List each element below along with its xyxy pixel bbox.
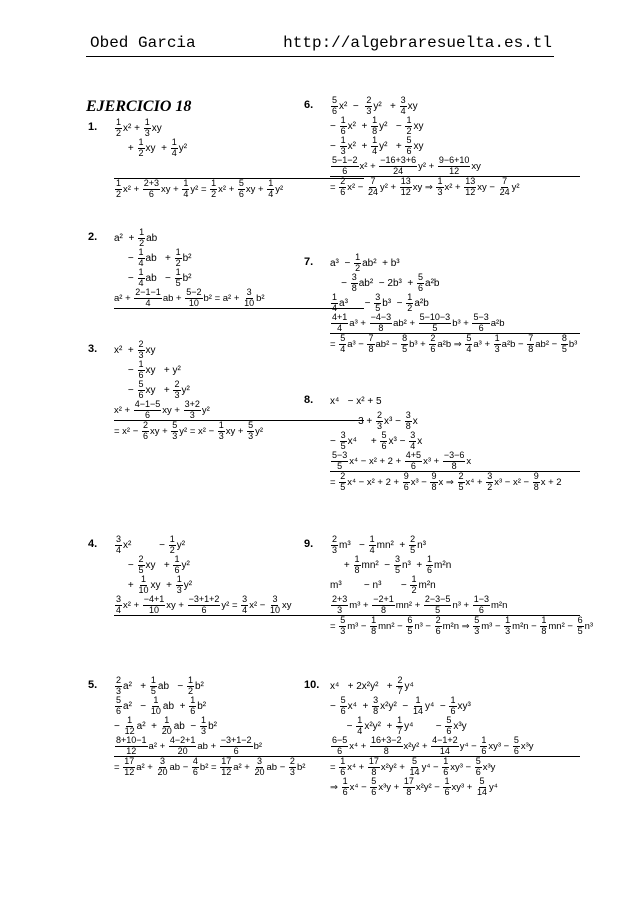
fraction: $\frac{1}{2}$: [407, 292, 413, 313]
result-line: = $\frac{5}{3}$ m³ − $\frac{1}{8}$ mn² − $\frac{6}{5}$ n³ − $\frac{2}{6}$ m²n ⇒ $\frac{5}{3}$ m³ − $\frac{1}{3}$ m²n − $\frac{1}{8}$ mn² − $\frac{6}{5}$ n³: [330, 615, 594, 636]
result-line: a² + $\frac{2-1-1}{4}$ ab + $\frac{5-2}{10}$ b² = a² + $\frac{3}{10}$ b²: [114, 288, 364, 309]
fraction: $\frac{3}{5}$: [375, 292, 381, 313]
term-row: x⁴ + 2x²y² + $\frac{2}{7}$ y⁴: [330, 675, 414, 696]
fraction: $\frac{6}{5}$: [577, 615, 583, 636]
fraction: $\frac{1}{3}$: [494, 333, 500, 354]
result-line: $\frac{2+3}{3}$ m³ + $\frac{-2+1}{8}$ mn² + $\frac{2-3-5}{5}$ n³ + $\frac{1-3}{6}$ m²n: [330, 595, 580, 616]
result-line: $\frac{1}{2}$ x² + $\frac{2+3}{6}$ xy + $\frac{1}{4}$ y² = $\frac{1}{2}$ x² + $\frac{5}{6}$ xy + $\frac{1}{4}$ y²: [116, 178, 284, 199]
fraction: $\frac{1}{5}$: [175, 267, 181, 288]
fraction: $\frac{5}{6}$: [238, 178, 244, 199]
fraction: $\frac{5-2}{10}$: [186, 287, 202, 308]
fraction: $\frac{17}{8}$: [368, 756, 379, 777]
fraction: $\frac{8}{5}$: [561, 333, 567, 354]
fraction: $\frac{1}{4}$: [138, 267, 144, 288]
fraction: $\frac{5}{14}$: [409, 756, 420, 777]
fraction: $\frac{1}{4}$: [332, 292, 338, 313]
fraction: $\frac{5}{6}$: [381, 430, 387, 451]
exercise-number: 10.: [304, 679, 320, 691]
fraction: $\frac{1}{10}$: [150, 695, 161, 716]
fraction: $\frac{4-2+1}{20}$: [169, 735, 196, 756]
fraction: $\frac{5}{6}$: [513, 735, 519, 756]
fraction: $\frac{1}{12}$: [124, 715, 135, 736]
fraction: $\frac{1}{3}$: [201, 715, 207, 736]
fraction: $\frac{2}{6}$: [435, 615, 441, 636]
fraction: $\frac{1}{6}$: [174, 554, 180, 575]
fraction: $\frac{3}{4}$: [242, 594, 248, 615]
fraction: $\frac{3}{8}$: [373, 695, 379, 716]
term-row: + $\frac{1}{2}$ xy + $\frac{1}{4}$ y²: [114, 137, 188, 158]
fraction: $\frac{1}{2}$: [211, 178, 217, 199]
fraction: $\frac{1}{2}$: [175, 247, 181, 268]
fraction: $\frac{-3+1+2}{6}$: [188, 594, 220, 615]
fraction: $\frac{1}{4}$: [372, 135, 378, 156]
term-row: m³ − n³ − $\frac{1}{2}$ m²n: [330, 574, 436, 595]
term-row: − $\frac{1}{12}$ a² + $\frac{1}{20}$ ab − $\frac{1}{3}$ b²: [114, 715, 217, 736]
fraction: $\frac{2}{5}$: [458, 471, 464, 492]
fraction: $\frac{1}{3}$: [176, 574, 182, 595]
fraction: $\frac{2}{3}$: [377, 410, 383, 431]
term-row: a³ − $\frac{1}{2}$ ab² + b³: [330, 252, 400, 273]
fraction: $\frac{9-6+10}{12}$: [438, 155, 470, 176]
exercise-number: 6.: [304, 99, 314, 111]
term-row: $\frac{5}{6}$ x² − $\frac{2}{3}$ y² + $\frac{3}{4}$ xy: [332, 95, 418, 116]
result-line: = $\frac{2}{5}$ x⁴ − x² + 2 + $\frac{9}{6}$ x³ − $\frac{9}{8}$ x ⇒ $\frac{2}{5}$ x⁴ + $\frac{3}{2}$ x³ − x² − $\frac{9}{8}$ x + 2: [330, 471, 562, 492]
fraction: $\frac{5}{6}$: [332, 95, 338, 116]
term-row: − $\frac{1}{4}$ x²y² + $\frac{1}{7}$ y⁴ − $\frac{5}{6}$ x³y: [330, 715, 467, 736]
term-row: x⁴ − x² + 5: [330, 395, 382, 407]
fraction: $\frac{2}{6}$: [142, 420, 148, 441]
fraction: $\frac{1}{2}$: [139, 227, 145, 248]
fraction: $\frac{1}{3}$: [218, 420, 224, 441]
exercise-number: 3.: [88, 343, 98, 355]
fraction: $\frac{8+10-1}{12}$: [116, 735, 147, 756]
fraction: $\frac{-4+1}{10}$: [143, 594, 165, 615]
result-line: $\frac{5-1-2}{6}$ x² + $\frac{-16+3+6}{24}$ y² + $\frac{9-6+10}{12}$ xy: [330, 156, 580, 177]
fraction: $\frac{2}{7}$: [397, 675, 403, 696]
exercise-7: [304, 252, 580, 354]
fraction: $\frac{1}{6}$: [340, 115, 346, 136]
term-row: $\frac{1}{4}$ a³ − $\frac{3}{5}$ b³ − $\frac{1}{2}$ a²b: [332, 292, 429, 313]
result-line: = $\frac{17}{12}$ a² + $\frac{3}{20}$ ab − $\frac{4}{6}$ b² = $\frac{17}{12}$ a² + $\frac{3}{20}$ ab − $\frac{2}{3}$ b²: [114, 756, 306, 777]
fraction: $\frac{5}{6}$: [116, 695, 122, 716]
fraction: $\frac{1}{2}$: [411, 574, 417, 595]
term-row: − $\frac{1}{3}$ x² + $\frac{1}{4}$ y² + $\frac{5}{6}$ xy: [330, 135, 424, 156]
result-line: $\frac{6-5}{6}$ x⁴ + $\frac{16+3-2}{8}$ x²y² + $\frac{4-1+2}{14}$ y⁴ − $\frac{1}{6}$ xy³ − $\frac{5}{6}$ x³y: [330, 736, 580, 757]
fraction: $\frac{3}{4}$: [116, 594, 122, 615]
fraction: $\frac{5}{14}$: [477, 776, 488, 797]
result-line: = $\frac{5}{4}$ a³ − $\frac{7}{8}$ ab² − $\frac{8}{5}$ b³ + $\frac{2}{6}$ a²b ⇒ $\frac{5}{4}$ a³ + $\frac{1}{3}$ a²b − $\frac{7}{8}$ ab² − $\frac{8}{5}$ b³: [330, 333, 578, 354]
exercise-1: [88, 115, 364, 199]
exercise-number: 5.: [88, 679, 98, 691]
fraction: $\frac{7}{24}$: [367, 176, 378, 197]
fraction: $\frac{7}{8}$: [528, 333, 534, 354]
exercise-title: EJERCICIO 18: [86, 98, 192, 115]
fraction: $\frac{1}{2}$: [406, 115, 412, 136]
fraction: $\frac{1}{8}$: [371, 615, 377, 636]
fraction: $\frac{3}{8}$: [351, 272, 357, 293]
term-row: − $\frac{1}{6}$ x² + $\frac{1}{8}$ y² − $\frac{1}{2}$ xy: [330, 115, 424, 136]
term-row: $\frac{2}{3}$ m³ − $\frac{1}{4}$ mn² + $\frac{2}{5}$ n³: [332, 534, 426, 555]
fraction: $\frac{1}{3}$: [437, 176, 443, 197]
fraction: $\frac{1}{8}$: [372, 115, 378, 136]
exercise-number: 9.: [304, 538, 314, 550]
exercise-number: 8.: [304, 394, 314, 406]
fraction: $\frac{1}{3}$: [505, 615, 511, 636]
fraction: $\frac{1}{4}$: [357, 715, 363, 736]
fraction: $\frac{1}{2}$: [355, 252, 361, 273]
fraction: $\frac{1}{6}$: [450, 695, 456, 716]
fraction: $\frac{1}{2}$: [138, 137, 144, 158]
fraction: $\frac{1}{10}$: [138, 574, 149, 595]
term-row: $\frac{2}{3}$ a² + $\frac{1}{5}$ ab − $\frac{1}{2}$ b²: [116, 675, 204, 696]
fraction: $\frac{1}{6}$: [444, 776, 450, 797]
fraction: $\frac{5-3}{5}$: [332, 450, 348, 471]
term-row: − $\frac{5}{6}$ x⁴ + $\frac{3}{8}$ x²y² − $\frac{1}{14}$ y⁴ − $\frac{1}{6}$ xy³: [330, 695, 471, 716]
result-line: $\frac{4+1}{4}$ a³ + $\frac{-4-3}{8}$ ab² + $\frac{5-10-3}{5}$ b³ + $\frac{5-3}{6}$ a²b: [330, 313, 580, 334]
fraction: $\frac{1}{2}$: [116, 117, 122, 138]
fraction: $\frac{7}{8}$: [368, 333, 374, 354]
fraction: $\frac{4}{6}$: [192, 756, 198, 777]
fraction: $\frac{17}{12}$: [124, 756, 135, 777]
fraction: $\frac{1}{6}$: [340, 756, 346, 777]
result-line: $\frac{5-3}{5}$ x⁴ − x² + 2 + $\frac{4+5}{6}$ x³ + $\frac{-3-6}{8}$ x: [330, 451, 580, 472]
author-name: Obed Garcia: [90, 34, 196, 52]
fraction: $\frac{1}{4}$: [369, 534, 375, 555]
term-row: $\frac{3}{4}$ x² − $\frac{1}{2}$ y²: [116, 534, 186, 555]
term-row: + $\frac{1}{10}$ xy + $\frac{1}{3}$ y²: [114, 574, 193, 595]
fraction: $\frac{5}{6}$: [446, 715, 452, 736]
fraction: $\frac{2}{3}$: [116, 675, 122, 696]
result-line: $\frac{8+10-1}{12}$ a² + $\frac{4-2+1}{20}$ ab + $\frac{-3+1-2}{6}$ b²: [114, 736, 364, 757]
fraction: $\frac{3}{10}$: [244, 287, 255, 308]
fraction: $\frac{2}{3}$: [289, 756, 295, 777]
fraction: $\frac{5}{6}$: [138, 379, 144, 400]
fraction: $\frac{2}{5}$: [340, 471, 346, 492]
fraction: $\frac{2}{3}$: [332, 534, 338, 555]
fraction: $\frac{5}{6}$: [340, 695, 346, 716]
fraction: $\frac{1}{8}$: [541, 615, 547, 636]
fraction: $\frac{2-3-5}{5}$: [424, 594, 451, 615]
fraction: $\frac{-4-3}{8}$: [370, 312, 392, 333]
term-row: − $\frac{1}{6}$ xy + y²: [114, 359, 181, 380]
fraction: $\frac{3}{8}$: [405, 410, 411, 431]
fraction: $\frac{9}{6}$: [403, 471, 409, 492]
fraction: $\frac{6}{5}$: [407, 615, 413, 636]
fraction: $\frac{1}{4}$: [183, 178, 189, 199]
fraction: $\frac{2+3}{6}$: [143, 178, 160, 199]
fraction: $\frac{3+2}{3}$: [184, 399, 200, 420]
fraction: $\frac{1}{3}$: [144, 117, 150, 138]
exercise-number: 4.: [88, 538, 98, 550]
fraction: $\frac{1}{8}$: [354, 554, 360, 575]
fraction: $\frac{3}{20}$: [254, 756, 265, 777]
fraction: $\frac{-3-6}{8}$: [443, 450, 465, 471]
fraction: $\frac{5}{3}$: [474, 615, 480, 636]
fraction: $\frac{9}{8}$: [431, 471, 437, 492]
fraction: $\frac{1}{2}$: [169, 534, 175, 555]
result-line: $\frac{3}{4}$ x² + $\frac{-4+1}{10}$ xy + $\frac{-3+1+2}{6}$ y² = $\frac{3}{4}$ x² − $\frac{3}{10}$ xy: [114, 595, 364, 616]
fraction: $\frac{2}{3}$: [366, 95, 372, 116]
term-row: a² + $\frac{1}{2}$ ab: [114, 227, 158, 248]
fraction: $\frac{17}{8}$: [403, 776, 414, 797]
exercise-3: [88, 339, 364, 441]
fraction: $\frac{1}{6}$: [342, 776, 348, 797]
exercise-9: [304, 534, 594, 636]
term-row: − $\frac{1}{4}$ ab − $\frac{1}{5}$ b²: [114, 267, 192, 288]
fraction: $\frac{1}{6}$: [138, 359, 144, 380]
term-row: $\frac{1}{2}$ x² + $\frac{1}{3}$ xy: [116, 117, 162, 138]
exercise-number: 7.: [304, 256, 314, 268]
fraction: $\frac{3}{4}$: [116, 534, 122, 555]
fraction: $\frac{-2+1}{8}$: [373, 594, 394, 615]
fraction: $\frac{1}{4}$: [138, 247, 144, 268]
result-line: = $\frac{2}{6}$ x² − $\frac{7}{24}$ y² + $\frac{13}{12}$ xy ⇒ $\frac{1}{3}$ x² + $\frac{13}{12}$ xy − $\frac{7}{24}$ y²: [330, 176, 520, 197]
term-row: + $\frac{1}{8}$ mn² − $\frac{3}{5}$ n³ + $\frac{1}{6}$ m²n: [330, 554, 452, 575]
exercise-5: [88, 675, 364, 777]
fraction: $\frac{5}{4}$: [340, 333, 346, 354]
result-line: = $\frac{1}{6}$ x⁴ + $\frac{17}{8}$ x²y² + $\frac{5}{14}$ y⁴ − $\frac{1}{6}$ xy³ − $\frac{5}{6}$ x³y: [330, 756, 496, 777]
fraction: $\frac{5}{6}$: [475, 756, 481, 777]
fraction: $\frac{1}{2}$: [116, 178, 122, 199]
fraction: $\frac{3}{2}$: [487, 471, 493, 492]
fraction: $\frac{1}{6}$: [443, 756, 449, 777]
fraction: $\frac{5-10-3}{5}$: [419, 312, 451, 333]
fraction: $\frac{-16+3+6}{24}$: [380, 155, 417, 176]
fraction: $\frac{2}{6}$: [340, 176, 346, 197]
fraction: $\frac{9}{8}$: [533, 471, 539, 492]
term-row: [114, 155, 364, 179]
term-row: x² + $\frac{2}{3}$ xy: [114, 339, 156, 360]
fraction: $\frac{13}{12}$: [400, 176, 411, 197]
fraction: $\frac{4-1+2}{14}$: [432, 735, 458, 756]
fraction: $\frac{4-1-5}{6}$: [134, 399, 161, 420]
fraction: $\frac{2}{3}$: [174, 379, 180, 400]
fraction: $\frac{17}{12}$: [221, 756, 232, 777]
fraction: $\frac{3}{5}$: [394, 554, 400, 575]
fraction: $\frac{1}{20}$: [161, 715, 172, 736]
term-row: − $\frac{2}{5}$ xy + $\frac{1}{6}$ y²: [114, 554, 190, 575]
term-row: − $\frac{3}{5}$ x⁴ + $\frac{5}{6}$ x³ − $\frac{3}{4}$ x: [330, 430, 423, 451]
fraction: $\frac{13}{12}$: [465, 176, 476, 197]
exercise-8: [304, 391, 580, 492]
fraction: $\frac{1}{2}$: [187, 675, 193, 696]
result-line: = x² − $\frac{2}{6}$ xy + $\frac{5}{3}$ y² = x² − $\frac{1}{3}$ xy + $\frac{5}{3}$ y²: [114, 420, 264, 441]
fraction: $\frac{1}{4}$: [268, 178, 274, 199]
exercise-number: 1.: [88, 121, 98, 133]
fraction: $\frac{-3+1-2}{6}$: [220, 735, 252, 756]
site-url: http://algebraresuelta.es.tl: [283, 34, 552, 52]
fraction: $\frac{5}{3}$: [172, 420, 178, 441]
exercise-6: [304, 95, 580, 197]
fraction: $\frac{1}{4}$: [171, 137, 177, 158]
fraction: $\frac{3}{5}$: [340, 430, 346, 451]
fraction: $\frac{5}{6}$: [418, 272, 424, 293]
fraction: $\frac{3}{4}$: [410, 430, 416, 451]
exercise-10: [304, 675, 580, 797]
fraction: $\frac{8}{5}$: [402, 333, 408, 354]
term-row: − $\frac{3}{8}$ ab² − 2b³ + $\frac{5}{6}$ a²b: [330, 272, 440, 293]
fraction: $\frac{1}{6}$: [427, 554, 433, 575]
fraction: $\frac{1}{6}$: [481, 735, 487, 756]
fraction: $\frac{1}{6}$: [190, 695, 196, 716]
fraction: $\frac{2}{5}$: [138, 554, 144, 575]
term-row: − $\frac{1}{4}$ ab + $\frac{1}{2}$ b²: [114, 247, 192, 268]
fraction: $\frac{5-3}{6}$: [473, 312, 489, 333]
fraction: $\frac{1}{14}$: [412, 695, 423, 716]
fraction: $\frac{2}{5}$: [410, 534, 416, 555]
page-header: [86, 34, 554, 57]
fraction: $\frac{2}{6}$: [430, 333, 436, 354]
fraction: $\frac{7}{24}$: [499, 176, 510, 197]
fraction: $\frac{5-1-2}{6}$: [332, 155, 358, 176]
result-line: ⇒ $\frac{1}{6}$ x⁴ − $\frac{5}{6}$ x³y + $\frac{17}{8}$ x²y² − $\frac{1}{6}$ xy³ + $\frac{5}{14}$ y⁴: [330, 776, 498, 797]
fraction: $\frac{4+1}{4}$: [332, 312, 348, 333]
term-row: − $\frac{5}{6}$ xy + $\frac{2}{3}$ y²: [114, 379, 190, 400]
fraction: $\frac{5}{3}$: [340, 615, 346, 636]
fraction: $\frac{5}{3}$: [248, 420, 254, 441]
result-line: x² + $\frac{4-1-5}{6}$ xy + $\frac{3+2}{3}$ y²: [114, 400, 364, 421]
fraction: $\frac{4+5}{6}$: [405, 450, 422, 471]
exercise-4: [88, 534, 364, 616]
fraction: $\frac{2}{3}$: [138, 339, 144, 360]
fraction: $\frac{3}{20}$: [157, 756, 168, 777]
fraction: $\frac{3}{4}$: [400, 95, 406, 116]
fraction: $\frac{3}{10}$: [269, 594, 280, 615]
exercise-number: 2.: [88, 231, 98, 243]
fraction: $\frac{1-3}{6}$: [473, 594, 489, 615]
fraction: $\frac{1}{5}$: [150, 675, 156, 696]
fraction: $\frac{16+3-2}{8}$: [370, 735, 402, 756]
fraction: $\frac{2+3}{3}$: [332, 594, 348, 615]
fraction: $\frac{6-5}{6}$: [332, 735, 348, 756]
exercise-2: [88, 227, 364, 309]
fraction: $\frac{5}{6}$: [406, 135, 412, 156]
fraction: $\frac{1}{7}$: [397, 715, 403, 736]
fraction: $\frac{5}{6}$: [371, 776, 377, 797]
fraction: $\frac{1}{3}$: [340, 135, 346, 156]
fraction: $\frac{2-1-1}{4}$: [135, 287, 161, 308]
fraction: $\frac{5}{4}$: [466, 333, 472, 354]
term-row: − 3 + $\frac{2}{3}$ x³ − $\frac{3}{8}$ x: [330, 410, 418, 431]
term-row: $\frac{5}{6}$ a² − $\frac{1}{10}$ ab + $\frac{1}{6}$ b²: [116, 695, 207, 716]
